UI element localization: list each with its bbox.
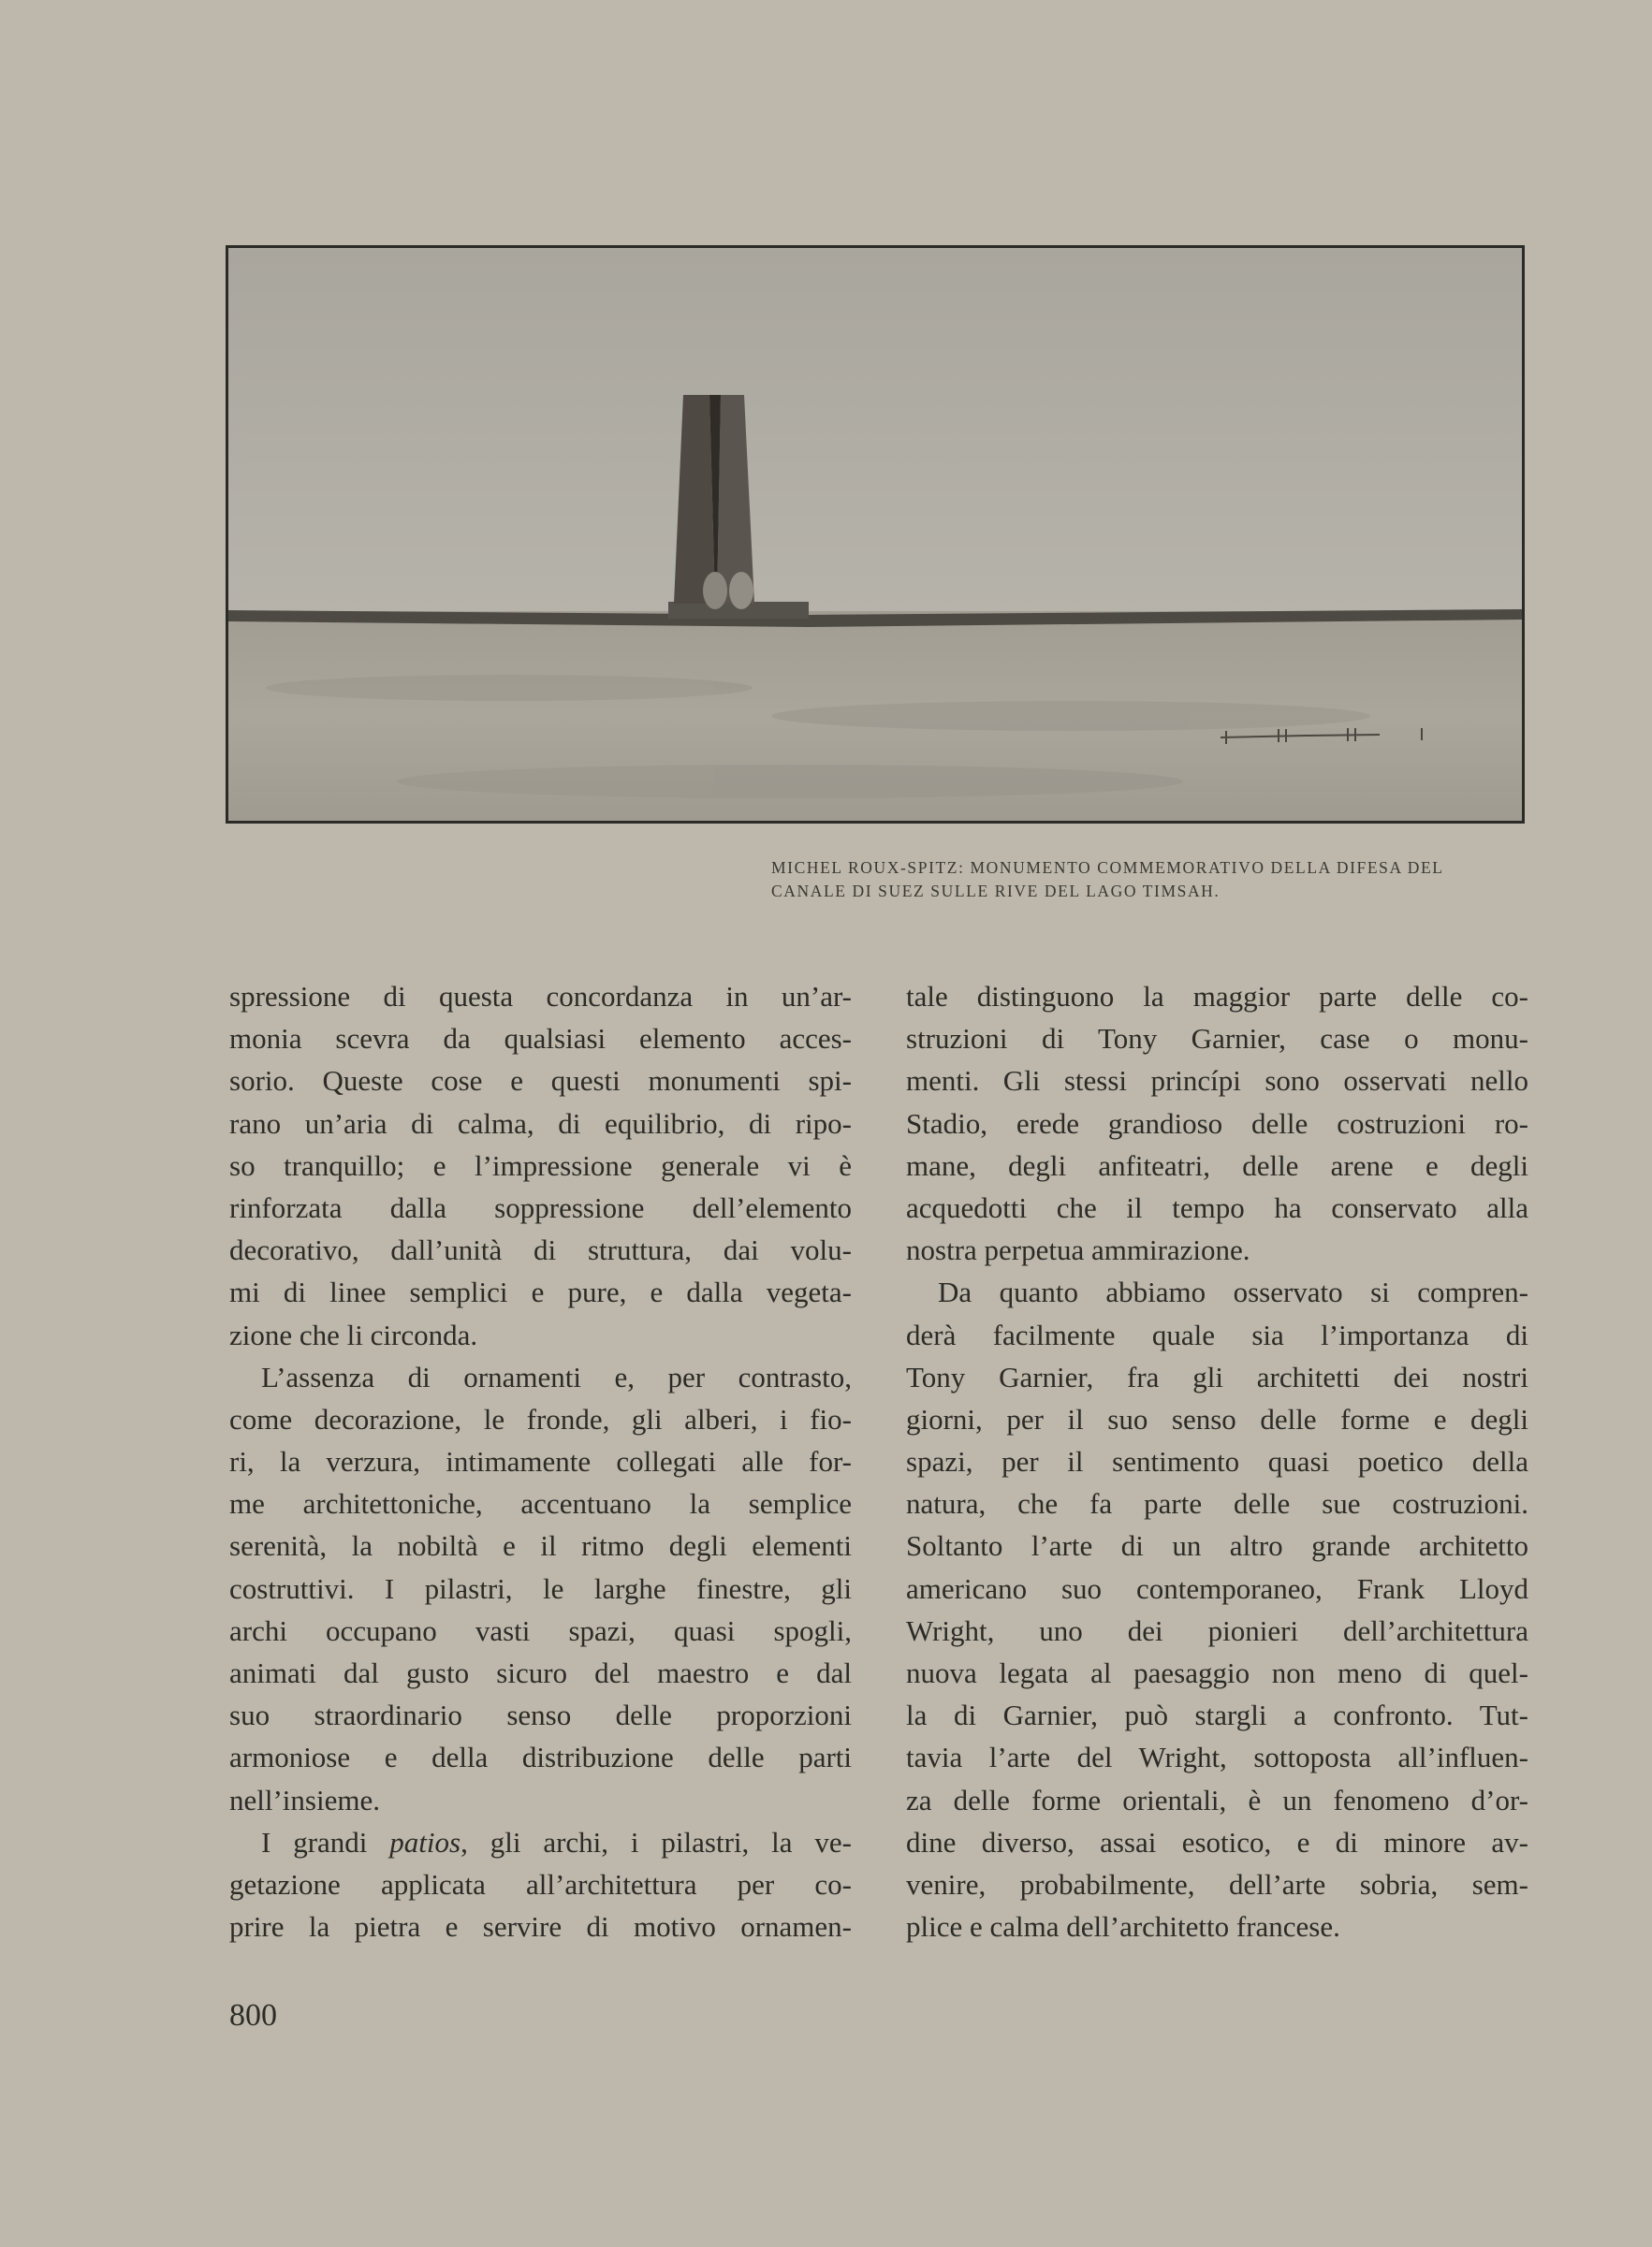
text-line: decorativo, dall’unità di struttura, dai volu-: [229, 1233, 852, 1267]
text-line: ri, la verzura, intimamente collegati alle for-: [229, 1445, 852, 1479]
text-line: nell’insieme.: [229, 1783, 380, 1817]
text-line: come decorazione, le fronde, gli alberi, i fio-: [229, 1402, 852, 1436]
text-line: costruttivi. I pilastri, le larghe finestre, gli: [229, 1571, 852, 1605]
text-line: sorio. Queste cose e questi monumenti spi-: [229, 1064, 852, 1098]
text-line: me architettoniche, accentuano la semplice: [229, 1487, 852, 1521]
caption-line: CANALE DI SUEZ SULLE RIVE DEL LAGO TIMSAH.: [771, 882, 1221, 900]
text-line: la di Garnier, può stargli a confronto. Tut-: [906, 1699, 1528, 1732]
text-line: venire, probabilmente, dell’arte sobria, sem-: [906, 1867, 1528, 1901]
text-line: giorni, per il suo senso delle forme e degli: [906, 1402, 1528, 1436]
text-line: menti. Gli stessi princípi sono osservati nello: [906, 1064, 1528, 1098]
text-line: armoniose e della distribuzione delle parti: [229, 1741, 852, 1774]
text-line: so tranquillo; e l’impressione generale vi è: [229, 1148, 852, 1182]
text-line: acquedotti che il tempo ha conservato alla: [906, 1190, 1528, 1224]
text-line: zione che li circonda.: [229, 1318, 478, 1351]
figure-right: [729, 572, 753, 609]
text-line: Tony Garnier, fra gli architetti dei nostri: [906, 1360, 1528, 1393]
text-line: mi di linee semplici e pure, e dalla vegeta-: [229, 1276, 852, 1309]
text-line: nuova legata al paesaggio non meno di quel-: [906, 1656, 1528, 1689]
text-line: Stadio, erede grandioso delle costruzioni ro-: [906, 1106, 1528, 1140]
text-line: spressione di questa concordanza in un’ar-: [229, 980, 852, 1013]
text-line: nostra perpetua ammirazione.: [906, 1233, 1250, 1267]
text-line: rinforzata dalla soppressione dell’elemento: [229, 1190, 852, 1224]
text-line: archi occupano vasti spazi, quasi spogli,: [229, 1613, 852, 1647]
text-line-patios: [229, 1821, 852, 1863]
sky: [228, 248, 1522, 613]
text-line: serenità, la nobiltà e il ritmo degli elementi: [229, 1529, 852, 1563]
text-line: getazione applicata all’architettura per co-: [229, 1867, 852, 1901]
text-column-right: [906, 975, 1528, 1948]
italic-word: patios: [389, 1825, 461, 1859]
text-line: derà facilmente quale sia l’importanza di: [906, 1318, 1528, 1351]
text-fragment: , gli archi, i pilastri, la ve-: [461, 1825, 852, 1859]
text-line: Wright, uno dei pionieri dell’architettura: [906, 1613, 1528, 1647]
text-line: animati dal gusto sicuro del maestro e dal: [229, 1656, 852, 1689]
text-line: monia scevra da qualsiasi elemento acces-: [229, 1022, 852, 1056]
text-line: dine diverso, assai esotico, e di minore av-: [906, 1825, 1528, 1859]
monument-photograph: [226, 245, 1525, 824]
text-line: plice e calma dell’architetto francese.: [906, 1910, 1340, 1944]
page-number: 800: [229, 1998, 277, 2033]
text-line: Da quanto abbiamo osservato si compren-: [938, 1276, 1528, 1309]
text-fragment: I grandi: [261, 1825, 390, 1859]
figure-caption: [771, 856, 1511, 903]
text-line: Soltanto l’arte di un altro grande architetto: [906, 1529, 1528, 1563]
monument-photo-svg: [228, 248, 1522, 821]
text-line: americano suo contemporaneo, Frank Lloyd: [906, 1571, 1528, 1605]
text-line: za delle forme orientali, è un fenomeno d’or-: [906, 1783, 1528, 1817]
figure-left: [703, 572, 727, 609]
text-column-left: [229, 975, 852, 1948]
text-line: rano un’aria di calma, di equilibrio, di ripo-: [229, 1106, 852, 1140]
text-line: tale distinguono la maggior parte delle co-: [906, 980, 1528, 1013]
text-line: struzioni di Tony Garnier, case o monu-: [906, 1022, 1528, 1056]
text-line: tavia l’arte del Wright, sottoposta all’influen-: [906, 1741, 1528, 1774]
text-line: mane, degli anfiteatri, delle arene e degli: [906, 1148, 1528, 1182]
text-line: suo straordinario senso delle proporzioni: [229, 1699, 852, 1732]
caption-line: MICHEL ROUX-SPITZ: MONUMENTO COMMEMORATIVO DELLA DIFESA DEL: [771, 858, 1444, 877]
text-line: prire la pietra e servire di motivo ornamen-: [229, 1910, 852, 1944]
text-line: natura, che fa parte delle sue costruzioni.: [906, 1487, 1528, 1521]
text-line: spazi, per il sentimento quasi poetico della: [906, 1445, 1528, 1479]
text-line: L’assenza di ornamenti e, per contrasto,: [261, 1360, 852, 1393]
